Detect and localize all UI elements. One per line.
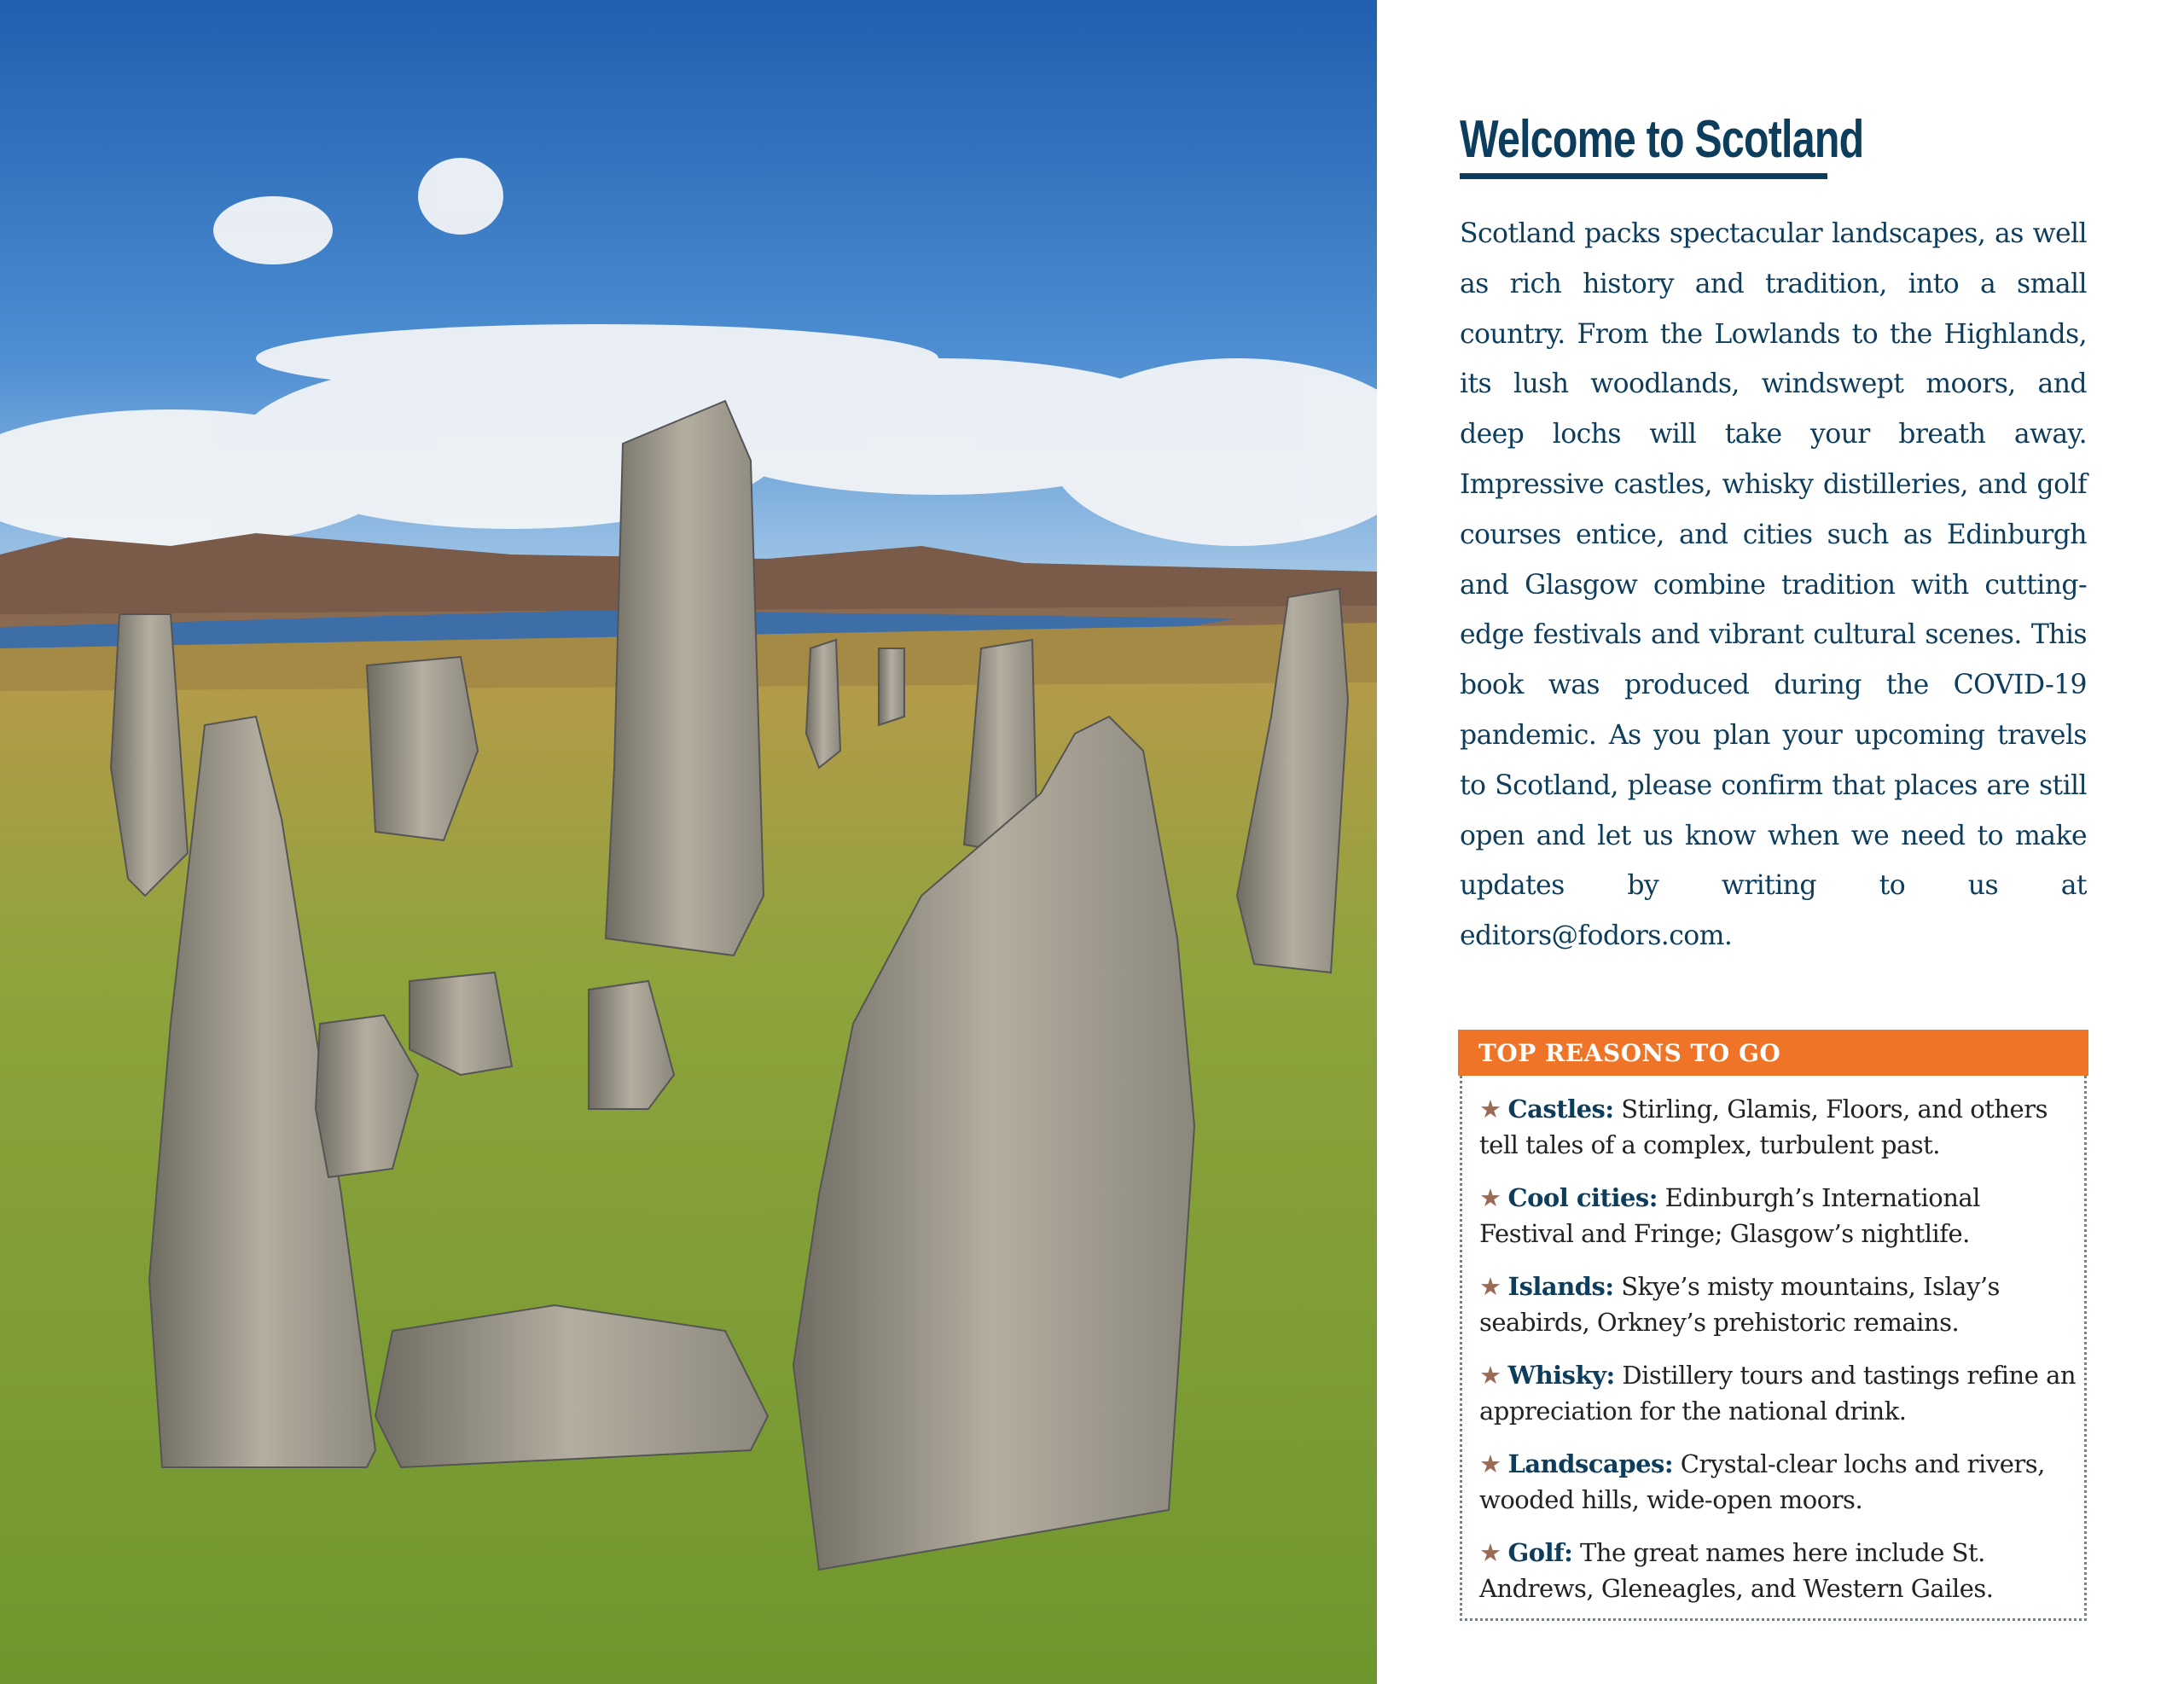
item-label: Landscapes: [1507,1449,1674,1478]
title-underline [1460,173,1827,179]
list-item [1479,1092,2077,1163]
list-item [1479,1181,2077,1251]
top-reasons-list [1479,1092,2077,1624]
intro-paragraph: Scotland packs spectacular landscapes, as well as rich history and tradition, into a small country. From the Lowlands to the Highlands, its lush woodlands, windswept moors, and deep lochs will take your breath away. Impressive castles, whisky distilleries, and golf courses entice, and cities such as Edinburgh and Glasgow combine tradition with cutting-edge festivals and vibrant cultural scenes. This book was produced during the COVID-19 pandemic. As you plan your upcoming travels to Scotland, please confirm that places are still open and let us know when we need to make updates by writing to us at editors@fodors.com. [1460,218,2087,952]
star-icon: ★ [1479,1272,1502,1301]
list-item [1479,1269,2077,1340]
item-text: The great names here include St. Andrews, Gleneagles, and Western Gailes. [1479,1538,1994,1603]
star-icon: ★ [1479,1095,1502,1124]
item-text: Stirling, Glamis, Floors, and others tell tales of a complex, turbulent past. [1479,1095,2048,1159]
item-label: Cool cities: [1507,1183,1658,1212]
page-title: Welcome to Scotland [1460,110,1864,169]
item-label: Golf: [1507,1538,1573,1567]
top-reasons-heading: TOP REASONS TO GO [1458,1030,2088,1076]
star-icon: ★ [1479,1361,1502,1390]
star-icon: ★ [1479,1183,1502,1212]
item-label: Islands: [1507,1272,1614,1301]
list-item [1479,1447,2077,1518]
item-label: Whisky: [1507,1361,1615,1390]
item-text: Skye’s misty mountains, Islay’s seabirds, Orkney’s prehistoric remains. [1479,1272,2000,1337]
item-text: Edinburgh’s International Festival and Fringe; Glasgow’s nightlife. [1479,1183,1980,1248]
item-label: Castles: [1507,1095,1614,1124]
item-text: Distillery tours and tastings refine an appreciation for the national drink. [1479,1361,2077,1426]
item-text: Crystal-clear lochs and rivers, wooded hills, wide-open moors. [1479,1449,2045,1514]
star-icon: ★ [1479,1449,1502,1478]
star-icon: ★ [1479,1538,1502,1567]
list-item [1479,1536,2077,1606]
list-item [1479,1358,2077,1429]
